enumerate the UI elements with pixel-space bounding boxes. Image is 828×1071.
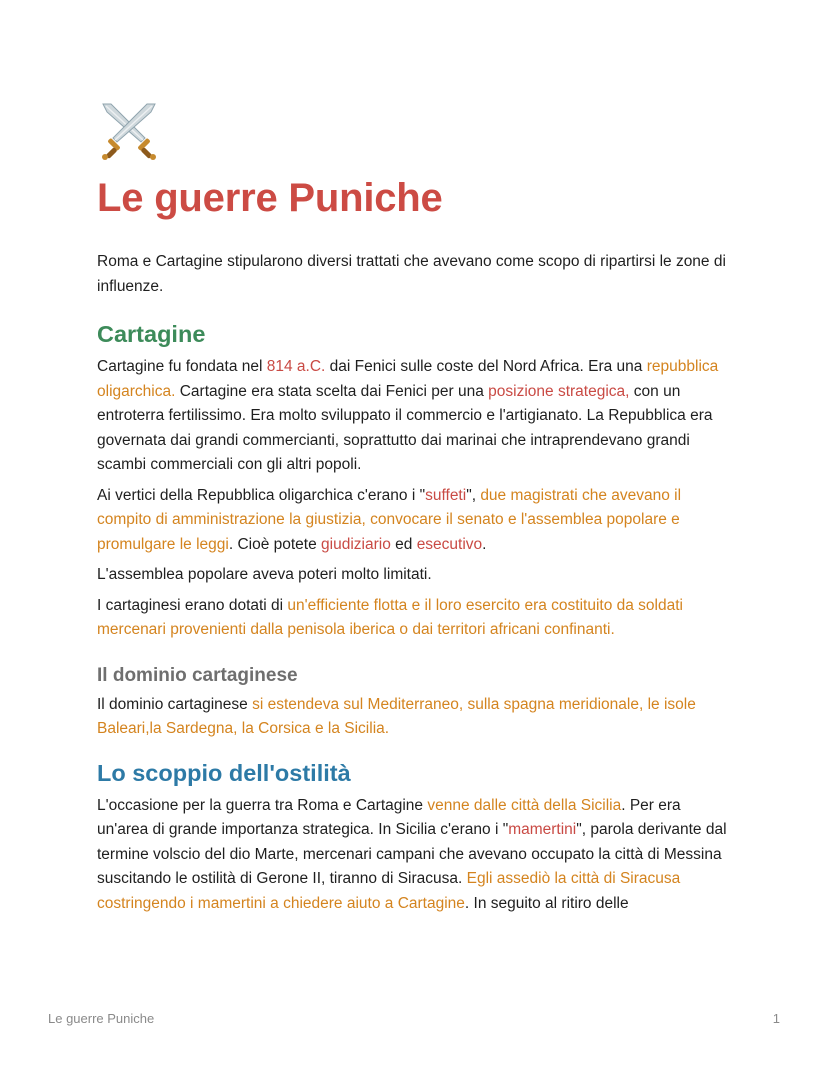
section-heading-ostilita: Lo scoppio dell'ostilità (97, 759, 351, 786)
footer-title: Le guerre Puniche (48, 1011, 155, 1026)
paragraph-flotta: I cartaginesi erano dotati di un'efficiente flotta e il loro esercito era costituito da soldati mercenari provenienti dalla penisola iberica o dai territori africani confinanti. (97, 596, 683, 638)
section-heading-cartagine: Cartagine (97, 321, 206, 347)
paragraph-suffeti: Ai vertici della Repubblica oligarchica c'erano i "suffeti", due magistrati che avevano il compito di amministrazione la giustizia, convocare il senato e l'assemblea popolare e promulgare le leggi. Cioè potete giudiziario ed esecutivo. (97, 486, 682, 553)
document-page (97, 100, 727, 916)
page-title: Le guerre Puniche (97, 176, 443, 220)
paragraph-assemblea: L'assemblea popolare aveva poteri molto limitati. (97, 566, 432, 583)
footer-page-number: 1 (772, 1011, 780, 1026)
intro-paragraph: Roma e Cartagine stipularono diversi trattati che avevano come scopo di ripartirsi le zone di influenze. (97, 253, 726, 295)
subsection-heading-dominio: Il dominio cartaginese (97, 664, 298, 686)
paragraph-ostilita: L'occasione per la guerra tra Roma e Cartagine venne dalle città della Sicilia. Per era un'area di grande importanza strategica. In Sicilia c'erano i "mamertini", parola derivante dal termine volscio del dio Marte, mercenari campani che avevano occupato la città di Messina suscitando le ostilità di Gerone II, tiranno di Siracusa. Egli assediò la città di Siracusa costringendo i mamertini a chiedere aiuto a Cartagine. In seguito al ritiro delle (97, 796, 727, 912)
crossed-swords-icon (97, 100, 161, 164)
paragraph-dominio: Il dominio cartaginese si estendeva sul Mediterraneo, sulla spagna meridionale, le isole Baleari,la Sardegna, la Corsica e la Sicilia. (97, 695, 696, 737)
paragraph-cartagine-founding: Cartagine fu fondata nel 814 a.C. dai Fenici sulle coste del Nord Africa. Era una repubblica oligarchica. Cartagine era stata scelta dai Fenici per una posizione strategica, con un entroterra fertilissimo. Era molto sviluppato il commercio e l'artigianato. La Repubblica era governata dai grandi commercianti, soprattutto dai marinai che intraprendevano grandi scambi commerciali con gli altri popoli. (97, 358, 719, 473)
